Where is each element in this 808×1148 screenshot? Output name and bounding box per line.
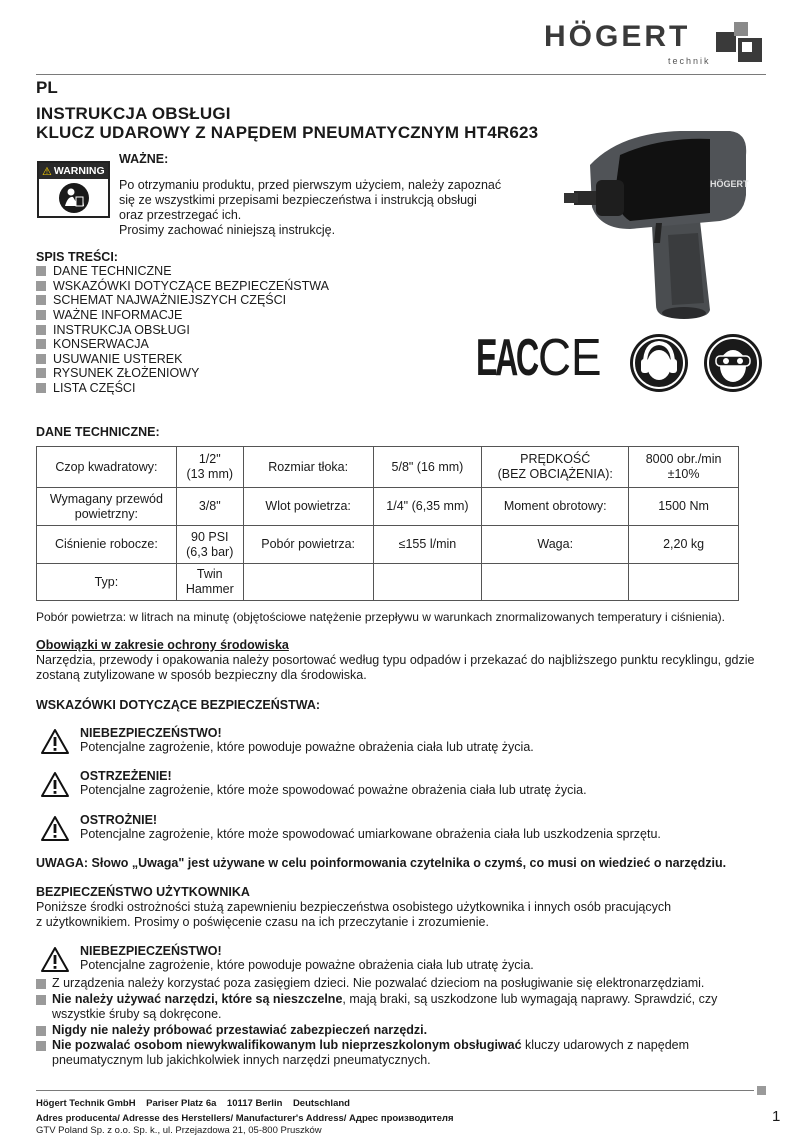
table-cell: Twin Hammer [176, 564, 243, 601]
toc-item[interactable]: INSTRUKCJA OBSŁUGI [36, 322, 329, 337]
bullet-square-icon [36, 995, 46, 1005]
table-cell: 8000 obr./min ±10% [629, 447, 739, 488]
footer-distributor: GTV Poland Sp. z o.o. Sp. k., ul. Przejazdowa 21, 05-800 Pruszków [36, 1125, 322, 1136]
table-cell: Czop kwadratowy: [37, 447, 177, 488]
toc-item[interactable]: SCHEMAT NAJWAŻNIEJSZYCH CZĘŚCI [36, 293, 329, 308]
attention-note: UWAGA: Słowo „Uwaga" jest używane w celu poinformowania czytelnika o czymś, co musi on wiedzieć o narzędziu. [36, 856, 727, 870]
table-cell: Ciśnienie robocze: [37, 526, 177, 564]
footer-address-label: Adres producenta/ Adresse des Herstellers/ Manufacturer's Address/ Адрес производителя [36, 1113, 454, 1124]
ce-mark: CE [538, 329, 602, 387]
hazard-text: Potencjalne zagrożenie, które może spowodować poważne obrażenia ciała lub utratę życia. [80, 783, 587, 797]
footer-divider [36, 1090, 754, 1091]
environment-heading: Obowiązki w zakresie ochrony środowiska [36, 638, 289, 652]
warning-sign [37, 161, 110, 218]
table-cell [243, 564, 373, 601]
list-item: Nigdy nie należy próbować przestawiać zabezpieczeń narzędzi. [36, 1023, 766, 1038]
toc-item[interactable]: DANE TECHNICZNE [36, 264, 329, 279]
hazard-title: NIEBEZPIECZEŃSTWO! [80, 726, 222, 740]
important-line: Prosimy zachować niniejszą instrukcję. [119, 223, 336, 237]
toc-item[interactable]: RYSUNEK ZŁOŻENIOWY [36, 366, 329, 381]
table-cell [482, 564, 629, 601]
important-line: Po otrzymaniu produktu, przed pierwszym użyciem, należy zapoznać [119, 178, 502, 192]
brand-name: HÖGERT [544, 20, 691, 53]
warning-triangle-icon [40, 771, 70, 798]
footer-square-icon [757, 1086, 766, 1095]
warning-triangle-icon [40, 946, 70, 973]
toc-title: SPIS TREŚCI: [36, 250, 118, 264]
environment-line: zostaną zutylizowane w sposób bezpieczny dla środowiska. [36, 668, 367, 682]
doc-title: INSTRUKCJA OBSŁUGI [36, 104, 231, 123]
table-row [37, 488, 739, 526]
bullet-square-icon [36, 266, 46, 276]
bullet-square-icon [36, 979, 46, 989]
hazard-text: Potencjalne zagrożenie, które może spowodować umiarkowane obrażenia ciała lub uszkodzenia sprzętu. [80, 827, 661, 841]
environment-line: Narzędzia, przewody i opakowania należy posortować według typu odpadów i przekazać do najbliższego punktu recyklingu, gdzie [36, 653, 755, 667]
hazard-text: Potencjalne zagrożenie, które powoduje poważne obrażenia ciała lub utratę życia. [80, 958, 534, 972]
warning-header [39, 163, 108, 179]
header-divider [36, 74, 766, 75]
table-row [37, 526, 739, 564]
toc-item[interactable]: USUWANIE USTEREK [36, 352, 329, 367]
hazard-title: OSTRZEŻENIE! [80, 769, 172, 783]
warning-triangle-icon: ⚠ [42, 165, 52, 178]
bullet-square-icon [36, 339, 46, 349]
table-cell: PRĘDKOŚĆ (BEZ OBCIĄŻENIA): [482, 447, 629, 488]
toc-item[interactable]: LISTA CZĘŚCI [36, 381, 329, 396]
bullet-square-icon [36, 1041, 46, 1051]
table-cell: Moment obrotowy: [482, 488, 629, 526]
toc-list [36, 264, 329, 395]
table-cell: Pobór powietrza: [243, 526, 373, 564]
table-row [37, 447, 739, 488]
page-number: 1 [772, 1108, 781, 1125]
table-cell: Wymagany przewód powietrzny: [37, 488, 177, 526]
warning-triangle-icon [40, 815, 70, 842]
brand-mark-icon [716, 22, 764, 66]
user-safety-heading: BEZPIECZEŃSTWO UŻYTKOWNIKA [36, 885, 250, 899]
table-cell: 1/4" (6,35 mm) [373, 488, 482, 526]
tech-data-table [36, 446, 739, 601]
table-cell: Rozmiar tłoka: [243, 447, 373, 488]
table-cell: 3/8" [176, 488, 243, 526]
hazard-title: OSTROŻNIE! [80, 813, 158, 827]
table-cell: ≤155 l/min [373, 526, 482, 564]
table-cell: 1/2" (13 mm) [176, 447, 243, 488]
doc-subtitle: KLUCZ UDAROWY Z NAPĘDEM PNEUMATYCZNYM HT4R623 [36, 123, 539, 142]
certification-marks [470, 329, 770, 394]
hazard-text: Potencjalne zagrożenie, które powoduje poważne obrażenia ciała lub utratę życia. [80, 740, 534, 754]
table-cell: Typ: [37, 564, 177, 601]
toc-item[interactable]: KONSERWACJA [36, 337, 329, 352]
safety-bullet-list [36, 976, 766, 1069]
bullet-square-icon [36, 281, 46, 291]
bullet-square-icon [36, 310, 46, 320]
impact-wrench-image [560, 125, 760, 320]
table-cell: Wlot powietrza: [243, 488, 373, 526]
warning-badge: WARNING [53, 165, 105, 177]
important-text [119, 178, 509, 238]
bullet-square-icon [36, 368, 46, 378]
bullet-square-icon [36, 383, 46, 393]
important-line: oraz przestrzegać ich. [119, 208, 242, 222]
brand-logo [540, 18, 770, 66]
table-cell [629, 564, 739, 601]
list-item: Z urządzenia należy korzystać poza zasięgiem dzieci. Nie pozwalać dzieciom na posługiwanie się elektronarzędziami. [36, 976, 766, 991]
table-cell: 2,20 kg [629, 526, 739, 564]
table-row [37, 564, 739, 601]
tech-data-heading: DANE TECHNICZNE: [36, 425, 160, 439]
important-label: WAŻNE: [119, 152, 169, 166]
table-cell: 5/8" (16 mm) [373, 447, 482, 488]
list-item: Nie pozwalać osobom niewykwalifikowanym lub nieprzeszkolonym obsługiwać kluczy udarowych z napędem pneumatycznym lub jakichkolwiek innych narzędzi pneumatycznych. [36, 1038, 766, 1068]
bullet-square-icon [36, 295, 46, 305]
user-safety-line: z użytkownikiem. Prosimy o poświęcenie czasu na ich przeczytanie i zrozumienie. [36, 915, 489, 929]
warning-triangle-icon [40, 728, 70, 755]
brand-subtitle: technik [668, 56, 711, 66]
table-cell [373, 564, 482, 601]
hazard-title: NIEBEZPIECZEŃSTWO! [80, 944, 222, 958]
air-consumption-note: Pobór powietrza: w litrach na minutę (objętościowe natężenie przepływu w warunkach znormalizowanych temperatury i ciśnienia). [36, 610, 725, 624]
tool-brand-label: HÖGERT [710, 179, 749, 189]
bullet-square-icon [36, 1026, 46, 1036]
table-cell: 1500 Nm [629, 488, 739, 526]
toc-item[interactable]: WAŻNE INFORMACJE [36, 308, 329, 323]
bullet-square-icon [36, 325, 46, 335]
safety-heading: WSKAZÓWKI DOTYCZĄCE BEZPIECZEŃSTWA: [36, 698, 321, 712]
user-safety-line: Poniższe środki ostrożności stużą zapewnieniu bezpieczeństwa osobistego użytkownika i innych osób pracujących [36, 900, 672, 914]
ear-protection-icon [628, 332, 690, 394]
read-manual-icon [58, 182, 90, 214]
toc-item[interactable]: WSKAZÓWKI DOTYCZĄCE BEZPIECZEŃSTWA [36, 279, 329, 294]
important-line: się ze wszystkimi przepisami bezpieczeństwa i instrukcją obsługi [119, 193, 477, 207]
eac-mark: EAC [476, 329, 537, 387]
list-item: Nie należy używać narzędzi, które są nieszczelne, mają braki, są uszkodzone lub wymagają naprawy. Sprawdzić, czy wszystkie śruby są dokręcone. [36, 992, 766, 1022]
table-cell: 90 PSI (6,3 bar) [176, 526, 243, 564]
language-code: PL [36, 78, 58, 97]
bullet-square-icon [36, 354, 46, 364]
eye-protection-icon [702, 332, 764, 394]
footer-company: Högert Technik GmbH Pariser Platz 6a 10117 Berlin Deutschland [36, 1098, 350, 1109]
table-cell: Waga: [482, 526, 629, 564]
